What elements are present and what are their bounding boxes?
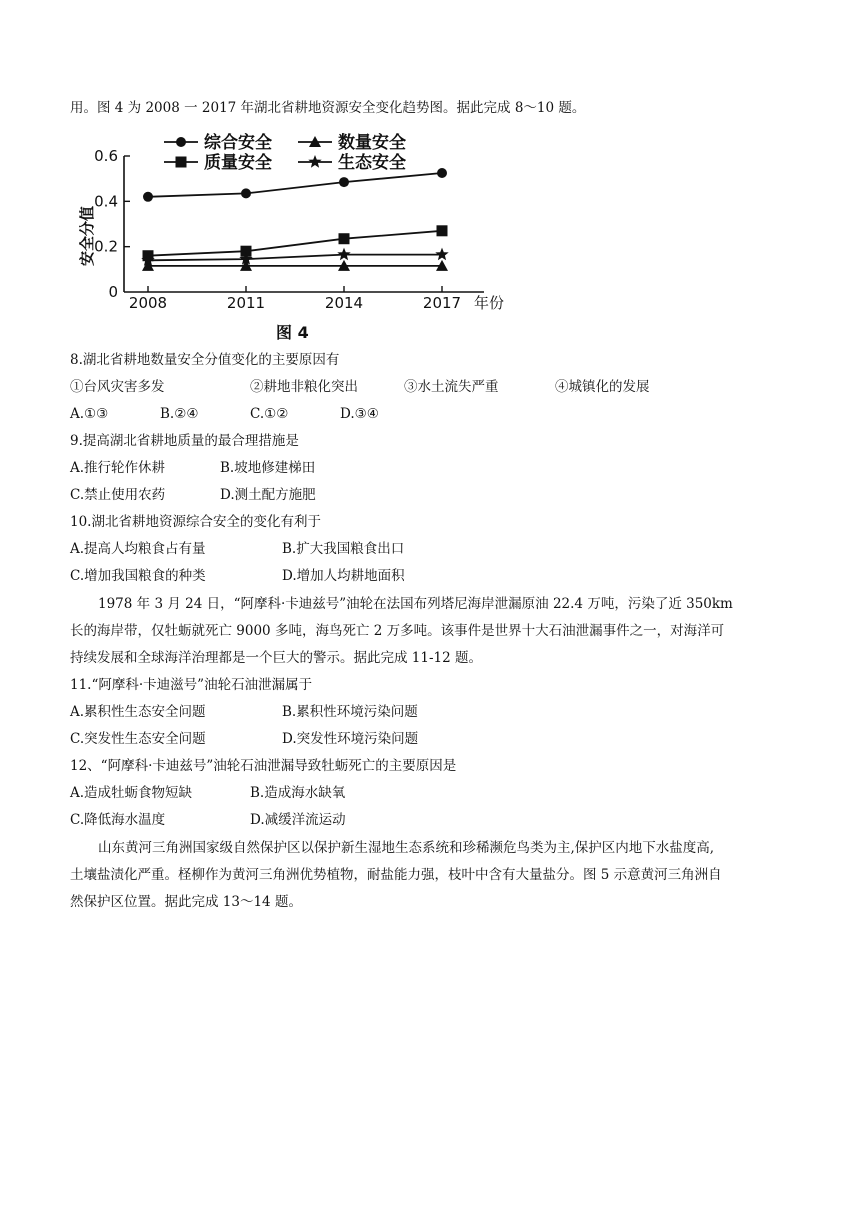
series-3 (143, 225, 448, 261)
data-point (143, 192, 153, 202)
q8-item-2: ②耕地非粮化突出 (250, 379, 358, 395)
y-axis-label: 安全分值 (78, 205, 96, 266)
passage-2-line-3: 持续发展和全球海洋治理都是一个巨大的警示。据此完成 11-12 题。 (70, 650, 482, 666)
legend-marker (308, 155, 321, 168)
y-tick-label: 0.4 (94, 192, 118, 211)
figure-caption: 图 4 (276, 323, 309, 342)
data-point (241, 188, 251, 198)
q10-option-c: C.增加我国粮食的种类 (70, 568, 206, 584)
q10-option-d: D.增加人均耕地面积 (282, 568, 405, 584)
q9-option-a: A.推行轮作休耕 (70, 460, 166, 476)
q11-option-b: B.累积性环境污染问题 (282, 704, 418, 720)
series-2 (142, 260, 448, 271)
q11-option-d: D.突发性环境污染问题 (282, 731, 419, 747)
series-line (148, 231, 442, 256)
x-tick-label: 2011 (226, 294, 266, 312)
series-4 (141, 248, 448, 266)
q12-option-b: B.造成海水缺氧 (250, 785, 346, 801)
passage-2-line-2: 长的海岸带，仅牡蛎就死亡 9000 多吨，海鸟死亡 2 万多吨。该事件是世界十大石油泄漏事件之一，对海洋可 (70, 623, 725, 639)
x-tick-label: 2014 (324, 294, 364, 312)
passage-3-line-1: 山东黄河三角洲国家级自然保护区以保护新生湿地生态系统和珍稀濒危鸟类为主,保护区内地下水盐度高, (98, 840, 715, 856)
q10-option-b: B.扩大我国粮食出口 (282, 541, 405, 557)
data-point (339, 233, 350, 244)
q8-option-c: C.①② (250, 406, 289, 422)
data-point (337, 248, 350, 261)
series-line (148, 173, 442, 197)
q9-option-b: B.坡地修建梯田 (220, 460, 316, 476)
q8-item-1: ①台风灾害多发 (70, 379, 165, 395)
q12-option-c: C.降低海水温度 (70, 812, 166, 828)
passage-3-line-2: 土壤盐渍化严重。柽柳作为黄河三角洲优势植物，耐盐能力强，枝叶中含有大量盐分。图 5 示意黄河三角洲自 (70, 867, 722, 883)
q10-option-a: A.提高人均粮食占有量 (70, 541, 206, 557)
chart-series (141, 168, 448, 271)
q9-option-c: C.禁止使用农药 (70, 487, 166, 503)
q12-stem: 12、“阿摩科·卡迪兹号”油轮石油泄漏导致牡蛎死亡的主要原因是 (70, 758, 457, 774)
q8-option-b: B.②④ (160, 406, 199, 422)
q12-option-a: A.造成牡蛎食物短缺 (70, 785, 193, 801)
data-point (437, 168, 447, 178)
y-tick-label: 0 (108, 283, 118, 301)
figure-4-line-chart (76, 128, 506, 346)
q8-item-3: ③水土流失严重 (404, 379, 499, 395)
x-axis-label: 年份 (474, 294, 505, 312)
q9-stem: 9.提高湖北省耕地质量的最合理措施是 (70, 433, 299, 449)
passage-2-line-1: 1978 年 3 月 24 日，“阿摩科·卡迪兹号”油轮在法国布列塔尼海岸泄漏原油 22.4 万吨，污染了近 350km (98, 596, 733, 612)
series-line (148, 255, 442, 261)
data-point (435, 248, 448, 261)
q11-stem: 11.“阿摩科·卡迪滋号”油轮石油泄漏属于 (70, 677, 313, 693)
chart-legend (164, 132, 406, 173)
y-tick-label: 0.2 (94, 237, 118, 256)
legend-marker (176, 157, 187, 168)
legend-marker (176, 137, 186, 147)
q11-option-c: C.突发性生态安全问题 (70, 731, 206, 747)
q8-stem: 8.湖北省耕地数量安全分值变化的主要原因有 (70, 352, 340, 368)
legend-item (298, 152, 406, 173)
q10-stem: 10.湖北省耕地资源综合安全的变化有利于 (70, 514, 321, 530)
x-ticks (129, 286, 461, 312)
q9-option-d: D.测土配方施肥 (220, 487, 316, 503)
legend-item (164, 152, 272, 173)
legend-label: 质量安全 (204, 153, 272, 173)
q8-option-a: A.①③ (70, 406, 109, 422)
legend-item (298, 132, 406, 153)
intro-text: 用。图 4 为 2008 一 2017 年湖北省耕地资源安全变化趋势图。据此完成 8～10 题。 (70, 100, 586, 116)
series-1 (143, 168, 447, 202)
q11-option-a: A.累积性生态安全问题 (70, 704, 206, 720)
x-tick-label: 2017 (422, 294, 462, 312)
passage-3-line-3: 然保护区位置。据此完成 13～14 题。 (70, 894, 302, 910)
data-point (339, 177, 349, 187)
q8-option-d: D.③④ (340, 406, 379, 422)
data-point (437, 225, 448, 236)
legend-item (164, 132, 272, 153)
legend-label: 综合安全 (204, 133, 272, 153)
x-tick-label: 2008 (128, 294, 168, 312)
legend-label: 生态安全 (338, 153, 406, 173)
y-tick-label: 0.6 (94, 147, 118, 165)
q8-item-4: ④城镇化的发展 (555, 379, 650, 395)
legend-label: 数量安全 (338, 133, 406, 153)
q12-option-d: D.减缓洋流运动 (250, 812, 346, 828)
